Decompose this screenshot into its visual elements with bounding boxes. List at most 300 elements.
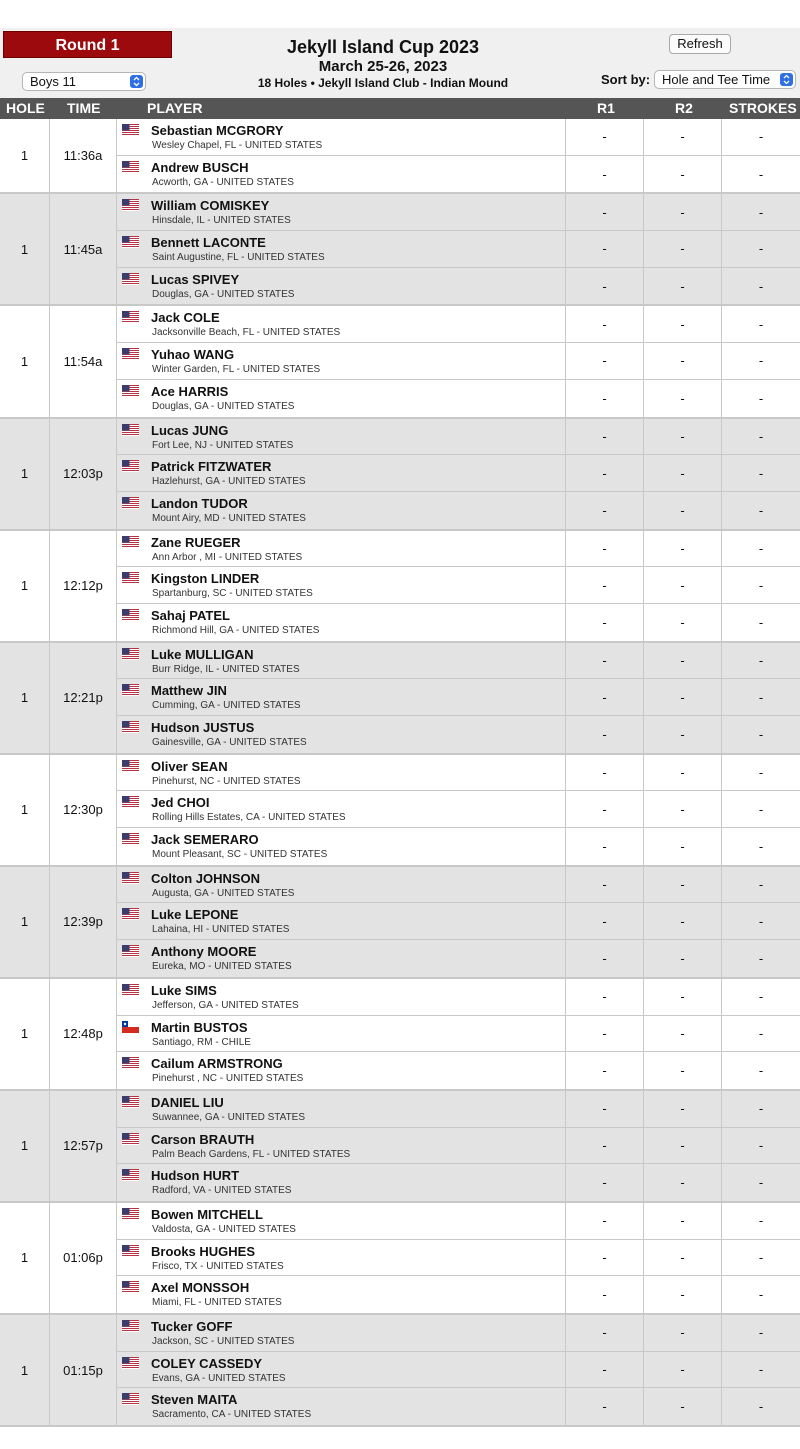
score-r2: - <box>643 343 721 379</box>
player-row[interactable] <box>117 343 800 380</box>
us-flag-icon <box>122 310 139 322</box>
score-r1: - <box>565 1276 643 1313</box>
score-r1: - <box>565 755 643 791</box>
score-strokes: - <box>721 643 800 679</box>
score-strokes: - <box>721 1315 800 1351</box>
score-r2: - <box>643 679 721 715</box>
player-location: Richmond Hill, GA - UNITED STATES <box>152 624 320 636</box>
score-r2: - <box>643 1016 721 1052</box>
score-strokes: - <box>721 1388 800 1425</box>
score-strokes: - <box>721 268 800 305</box>
tee-time-cell: 12:30p <box>50 755 117 865</box>
player-name[interactable]: Jed CHOI <box>151 795 210 811</box>
score-strokes: - <box>721 979 800 1015</box>
score-strokes: - <box>721 1052 800 1089</box>
score-r2: - <box>643 1164 721 1201</box>
player-row[interactable] <box>117 1164 800 1201</box>
score-r1: - <box>565 604 643 641</box>
score-r2: - <box>643 791 721 827</box>
score-r1: - <box>565 867 643 903</box>
player-name[interactable]: William COMISKEY <box>151 198 270 214</box>
score-strokes: - <box>721 903 800 939</box>
player-row[interactable] <box>117 903 800 940</box>
us-flag-icon <box>122 608 139 620</box>
us-flag-icon <box>122 1280 139 1292</box>
us-flag-icon <box>122 832 139 844</box>
sort-select[interactable] <box>654 70 796 89</box>
hole-cell: 1 <box>0 531 50 641</box>
us-flag-icon <box>122 272 139 284</box>
player-row[interactable] <box>117 531 800 568</box>
score-r2: - <box>643 268 721 305</box>
player-row[interactable] <box>117 231 800 268</box>
player-row[interactable] <box>117 643 800 680</box>
select-chevron-icon <box>780 73 793 86</box>
player-row[interactable] <box>117 979 800 1016</box>
player-location: Burr Ridge, IL - UNITED STATES <box>152 663 300 675</box>
us-flag-icon <box>122 459 139 471</box>
tee-time-group <box>0 1203 800 1315</box>
column-header-row <box>0 98 800 119</box>
tee-time-group <box>0 643 800 755</box>
score-r1: - <box>565 455 643 491</box>
us-flag-icon <box>122 1319 139 1331</box>
player-location: Jackson, SC - UNITED STATES <box>152 1336 295 1347</box>
player-name[interactable]: Bowen MITCHELL <box>151 1206 263 1222</box>
score-r2: - <box>643 604 721 641</box>
player-name[interactable]: Martin BUSTOS <box>151 1019 248 1035</box>
hole-cell: 1 <box>0 755 50 865</box>
player-row[interactable] <box>117 1016 800 1053</box>
score-strokes: - <box>721 755 800 791</box>
player-location: Hazlehurst, GA - UNITED STATES <box>152 476 306 488</box>
player-name[interactable]: Jack SEMERARO <box>151 832 259 848</box>
tee-time-cell: 12:57p <box>50 1091 117 1201</box>
score-r2: - <box>643 940 721 977</box>
player-row[interactable] <box>117 306 800 343</box>
player-name[interactable]: Andrew BUSCH <box>151 159 249 175</box>
player-location: Jefferson, GA - UNITED STATES <box>152 999 299 1011</box>
score-r1: - <box>565 1016 643 1052</box>
player-row[interactable] <box>117 567 800 604</box>
tournament-subtitle: 18 Holes • Jekyll Island Club - Indian Mound <box>257 76 509 90</box>
player-location: Pinehurst, NC - UNITED STATES <box>152 775 301 787</box>
hole-cell: 1 <box>0 306 50 416</box>
column-header-player[interactable]: PLAYER <box>147 100 203 116</box>
player-location: Eureka, MO - UNITED STATES <box>152 961 292 973</box>
player-row[interactable] <box>117 1052 800 1089</box>
player-name[interactable]: DANIEL LIU <box>151 1094 224 1110</box>
hole-cell: 1 <box>0 1203 50 1313</box>
sort-label: Sort by: <box>601 72 651 87</box>
player-location: Douglas, GA - UNITED STATES <box>152 288 295 300</box>
score-r2: - <box>643 567 721 603</box>
score-r1: - <box>565 194 643 230</box>
player-name[interactable]: Hudson HURT <box>151 1168 240 1184</box>
us-flag-icon <box>122 983 139 995</box>
score-r1: - <box>565 306 643 342</box>
us-flag-icon <box>122 944 139 956</box>
player-row[interactable] <box>117 679 800 716</box>
score-r1: - <box>565 531 643 567</box>
score-strokes: - <box>721 1240 800 1276</box>
score-strokes: - <box>721 1164 800 1201</box>
us-flag-icon <box>122 647 139 659</box>
us-flag-icon <box>122 571 139 583</box>
score-r1: - <box>565 1203 643 1239</box>
score-strokes: - <box>721 1091 800 1127</box>
score-strokes: - <box>721 194 800 230</box>
score-r1: - <box>565 1315 643 1351</box>
player-name[interactable]: Brooks HUGHES <box>151 1243 256 1259</box>
player-row[interactable] <box>117 940 800 977</box>
score-r2: - <box>643 1388 721 1425</box>
tee-time-cell: 12:39p <box>50 867 117 977</box>
player-location: Suwannee, GA - UNITED STATES <box>152 1111 306 1123</box>
us-flag-icon <box>122 759 139 771</box>
player-location: Valdosta, GA - UNITED STATES <box>152 1223 296 1235</box>
score-r2: - <box>643 306 721 342</box>
score-r1: - <box>565 716 643 753</box>
player-location: Wesley Chapel, FL - UNITED STATES <box>152 140 323 151</box>
hole-cell: 1 <box>0 419 50 529</box>
tee-time-cell: 12:21p <box>50 643 117 753</box>
tee-time-group <box>0 867 800 979</box>
score-r2: - <box>643 828 721 865</box>
player-row[interactable] <box>117 268 800 305</box>
tee-time-group <box>0 119 800 194</box>
tee-time-cell: 12:48p <box>50 979 117 1089</box>
us-flag-icon <box>122 795 139 807</box>
score-strokes: - <box>721 716 800 753</box>
player-row[interactable] <box>117 604 800 641</box>
player-location: Douglas, GA - UNITED STATES <box>152 400 295 412</box>
tee-time-group <box>0 979 800 1091</box>
score-r1: - <box>565 1164 643 1201</box>
player-location: Winter Garden, FL - UNITED STATES <box>152 364 321 376</box>
score-r1: - <box>565 791 643 827</box>
score-strokes: - <box>721 531 800 567</box>
score-strokes: - <box>721 604 800 641</box>
hole-cell: 1 <box>0 979 50 1089</box>
player-location: Pinehurst , NC - UNITED STATES <box>152 1073 304 1085</box>
player-location: Miami, FL - UNITED STATES <box>152 1297 282 1309</box>
player-row[interactable] <box>117 791 800 828</box>
score-r1: - <box>565 119 643 155</box>
score-strokes: - <box>721 380 800 417</box>
player-location: Ann Arbor , MI - UNITED STATES <box>152 551 303 563</box>
tee-time-cell: 11:36a <box>50 119 117 192</box>
us-flag-icon <box>122 384 139 396</box>
score-r2: - <box>643 643 721 679</box>
us-flag-icon <box>122 347 139 359</box>
us-flag-icon <box>122 198 139 210</box>
tee-time-group <box>0 1315 800 1427</box>
score-r1: - <box>565 380 643 417</box>
player-name[interactable]: Yuhao WANG <box>151 347 235 363</box>
tee-time-group <box>0 531 800 643</box>
player-name[interactable]: Patrick FITZWATER <box>151 459 272 475</box>
player-name[interactable]: Kingston LINDER <box>151 571 260 587</box>
player-name[interactable]: Sahaj PATEL <box>151 607 230 623</box>
player-name[interactable]: Steven MAITA <box>151 1392 238 1408</box>
column-header-strokes[interactable]: STROKES <box>729 100 797 116</box>
score-r2: - <box>643 419 721 455</box>
tee-time-group <box>0 194 800 306</box>
player-row[interactable] <box>117 1128 800 1165</box>
score-r2: - <box>643 194 721 230</box>
score-r2: - <box>643 1203 721 1239</box>
player-location: Fort Lee, NJ - UNITED STATES <box>152 439 294 451</box>
player-row[interactable] <box>117 380 800 417</box>
player-name[interactable]: Colton JOHNSON <box>151 870 261 886</box>
us-flag-icon <box>122 123 139 135</box>
player-row[interactable] <box>117 828 800 865</box>
score-strokes: - <box>721 231 800 267</box>
score-strokes: - <box>721 1128 800 1164</box>
score-r2: - <box>643 1240 721 1276</box>
score-strokes: - <box>721 567 800 603</box>
score-r1: - <box>565 903 643 939</box>
score-r1: - <box>565 979 643 1015</box>
hole-cell: 1 <box>0 1091 50 1201</box>
score-r1: - <box>565 643 643 679</box>
chile-flag-icon <box>122 1020 139 1032</box>
round-tab[interactable]: Round 1 <box>3 31 172 58</box>
tee-time-group <box>0 306 800 418</box>
player-name[interactable]: Lucas SPIVEY <box>151 271 240 287</box>
player-location: Santiago, RM - CHILE <box>152 1036 251 1048</box>
player-row[interactable] <box>117 1276 800 1313</box>
player-name[interactable]: Luke MULLIGAN <box>151 646 254 662</box>
hole-cell: 1 <box>0 194 50 304</box>
score-r1: - <box>565 1388 643 1425</box>
score-r1: - <box>565 1352 643 1388</box>
player-name[interactable]: Anthony MOORE <box>151 944 257 960</box>
score-strokes: - <box>721 867 800 903</box>
player-name[interactable]: Axel MONSSOH <box>151 1280 250 1296</box>
tee-time-list <box>0 119 800 1427</box>
score-r1: - <box>565 567 643 603</box>
score-r1: - <box>565 419 643 455</box>
score-r1: - <box>565 156 643 193</box>
us-flag-icon <box>122 1392 139 1404</box>
column-header-time[interactable]: TIME <box>67 100 101 116</box>
score-r2: - <box>643 119 721 155</box>
player-name[interactable]: Bennett LACONTE <box>151 235 266 251</box>
player-location: Frisco, TX - UNITED STATES <box>152 1260 284 1272</box>
score-r2: - <box>643 1128 721 1164</box>
tee-time-group <box>0 1091 800 1203</box>
score-r2: - <box>643 492 721 529</box>
player-name[interactable]: Lucas JUNG <box>151 422 229 438</box>
us-flag-icon <box>122 1168 139 1180</box>
score-r1: - <box>565 1091 643 1127</box>
score-r2: - <box>643 156 721 193</box>
us-flag-icon <box>122 720 139 732</box>
player-row[interactable] <box>117 492 800 529</box>
player-location: Hinsdale, IL - UNITED STATES <box>152 215 291 227</box>
player-row[interactable] <box>117 1240 800 1277</box>
score-r2: - <box>643 455 721 491</box>
score-strokes: - <box>721 791 800 827</box>
us-flag-icon <box>122 235 139 247</box>
player-name[interactable]: COLEY CASSEDY <box>151 1355 263 1371</box>
player-location: Gainesville, GA - UNITED STATES <box>152 737 307 748</box>
player-name[interactable]: Oliver SEAN <box>151 758 228 774</box>
score-r2: - <box>643 1091 721 1127</box>
score-r2: - <box>643 979 721 1015</box>
us-flag-icon <box>122 496 139 508</box>
score-strokes: - <box>721 828 800 865</box>
player-name[interactable]: Tucker GOFF <box>151 1319 233 1334</box>
player-location: Palm Beach Gardens, FL - UNITED STATES <box>152 1148 351 1160</box>
sort-select-value: Hole and Tee Time <box>662 72 771 87</box>
score-r1: - <box>565 268 643 305</box>
us-flag-icon <box>122 907 139 919</box>
player-name[interactable]: Luke SIMS <box>151 982 217 998</box>
player-location: Mount Pleasant, SC - UNITED STATES <box>152 849 328 861</box>
tee-time-cell: 12:03p <box>50 419 117 529</box>
player-name[interactable]: Sebastian MCGRORY <box>151 123 284 138</box>
player-row[interactable] <box>117 716 800 753</box>
score-r2: - <box>643 531 721 567</box>
player-name[interactable]: Matthew JIN <box>151 683 227 699</box>
score-strokes: - <box>721 1203 800 1239</box>
player-location: Rolling Hills Estates, CA - UNITED STATES <box>152 812 346 824</box>
tee-time-cell: 01:06p <box>50 1203 117 1313</box>
score-strokes: - <box>721 343 800 379</box>
player-row[interactable] <box>117 867 800 904</box>
score-r1: - <box>565 1052 643 1089</box>
player-location: Jacksonville Beach, FL - UNITED STATES <box>152 327 341 339</box>
score-strokes: - <box>721 306 800 342</box>
score-r1: - <box>565 343 643 379</box>
score-r1: - <box>565 231 643 267</box>
player-name[interactable]: Ace HARRIS <box>151 383 229 399</box>
us-flag-icon <box>122 1356 139 1368</box>
us-flag-icon <box>122 1095 139 1107</box>
tee-time-group <box>0 419 800 531</box>
score-r2: - <box>643 1315 721 1351</box>
score-r1: - <box>565 1240 643 1276</box>
score-r2: - <box>643 1276 721 1313</box>
player-name[interactable]: Landon TUDOR <box>151 495 248 511</box>
score-r2: - <box>643 1052 721 1089</box>
us-flag-icon <box>122 1056 139 1068</box>
us-flag-icon <box>122 871 139 883</box>
select-chevron-icon <box>130 75 143 88</box>
player-name[interactable]: Cailum ARMSTRONG <box>151 1056 283 1072</box>
player-location: Lahaina, HI - UNITED STATES <box>152 924 290 936</box>
refresh-button[interactable]: Refresh <box>669 34 731 54</box>
player-location: Saint Augustine, FL - UNITED STATES <box>152 252 325 264</box>
score-strokes: - <box>721 1276 800 1313</box>
score-r1: - <box>565 679 643 715</box>
column-header-r1[interactable]: R1 <box>597 100 615 116</box>
score-strokes: - <box>721 419 800 455</box>
division-select-value: Boys 11 <box>30 74 77 89</box>
leaderboard-header <box>0 28 800 98</box>
us-flag-icon <box>122 1244 139 1256</box>
player-row[interactable] <box>117 1352 800 1389</box>
hole-cell: 1 <box>0 119 50 192</box>
hole-cell: 1 <box>0 643 50 753</box>
tee-time-cell: 11:54a <box>50 306 117 416</box>
score-strokes: - <box>721 156 800 193</box>
score-strokes: - <box>721 119 800 155</box>
score-r2: - <box>643 716 721 753</box>
player-location: Acworth, GA - UNITED STATES <box>152 176 294 188</box>
player-row[interactable] <box>117 1091 800 1128</box>
us-flag-icon <box>122 683 139 695</box>
player-row[interactable] <box>117 1315 800 1352</box>
player-location: Evans, GA - UNITED STATES <box>152 1372 286 1384</box>
player-location: Radford, VA - UNITED STATES <box>152 1185 292 1197</box>
column-header-r2[interactable]: R2 <box>675 100 693 116</box>
tournament-dates: March 25-26, 2023 <box>318 58 448 75</box>
player-location: Cumming, GA - UNITED STATES <box>152 700 301 712</box>
division-select[interactable] <box>22 72 146 91</box>
tee-time-cell: 12:12p <box>50 531 117 641</box>
player-name[interactable]: Zane RUEGER <box>151 534 241 550</box>
score-r2: - <box>643 867 721 903</box>
score-strokes: - <box>721 679 800 715</box>
player-name[interactable]: Luke LEPONE <box>151 907 239 923</box>
score-r1: - <box>565 940 643 977</box>
player-row[interactable] <box>117 1203 800 1240</box>
score-r2: - <box>643 755 721 791</box>
score-r1: - <box>565 1128 643 1164</box>
player-location: Mount Airy, MD - UNITED STATES <box>152 512 306 524</box>
score-strokes: - <box>721 1016 800 1052</box>
player-row[interactable] <box>117 755 800 792</box>
score-r2: - <box>643 380 721 417</box>
us-flag-icon <box>122 423 139 435</box>
player-name[interactable]: Jack COLE <box>151 310 220 326</box>
player-location: Spartanburg, SC - UNITED STATES <box>152 588 313 600</box>
hole-cell: 1 <box>0 867 50 977</box>
tee-time-group <box>0 755 800 867</box>
player-row[interactable] <box>117 156 800 193</box>
score-r2: - <box>643 903 721 939</box>
player-row[interactable] <box>117 1388 800 1425</box>
player-row[interactable] <box>117 455 800 492</box>
score-r2: - <box>643 231 721 267</box>
score-strokes: - <box>721 455 800 491</box>
score-r1: - <box>565 828 643 865</box>
score-strokes: - <box>721 940 800 977</box>
player-row[interactable] <box>117 119 800 156</box>
score-r2: - <box>643 1352 721 1388</box>
tee-time-cell: 01:15p <box>50 1315 117 1425</box>
us-flag-icon <box>122 1132 139 1144</box>
player-name[interactable]: Hudson JUSTUS <box>151 720 255 735</box>
us-flag-icon <box>122 1207 139 1219</box>
score-strokes: - <box>721 492 800 529</box>
us-flag-icon <box>122 535 139 547</box>
score-r1: - <box>565 492 643 529</box>
player-location: Augusta, GA - UNITED STATES <box>152 887 295 899</box>
column-header-hole[interactable]: HOLE <box>6 100 45 116</box>
score-strokes: - <box>721 1352 800 1388</box>
player-row[interactable] <box>117 419 800 456</box>
hole-cell: 1 <box>0 1315 50 1425</box>
tee-time-cell: 11:45a <box>50 194 117 304</box>
player-name[interactable]: Carson BRAUTH <box>151 1131 255 1147</box>
player-location: Sacramento, CA - UNITED STATES <box>152 1409 312 1421</box>
player-row[interactable] <box>117 194 800 231</box>
